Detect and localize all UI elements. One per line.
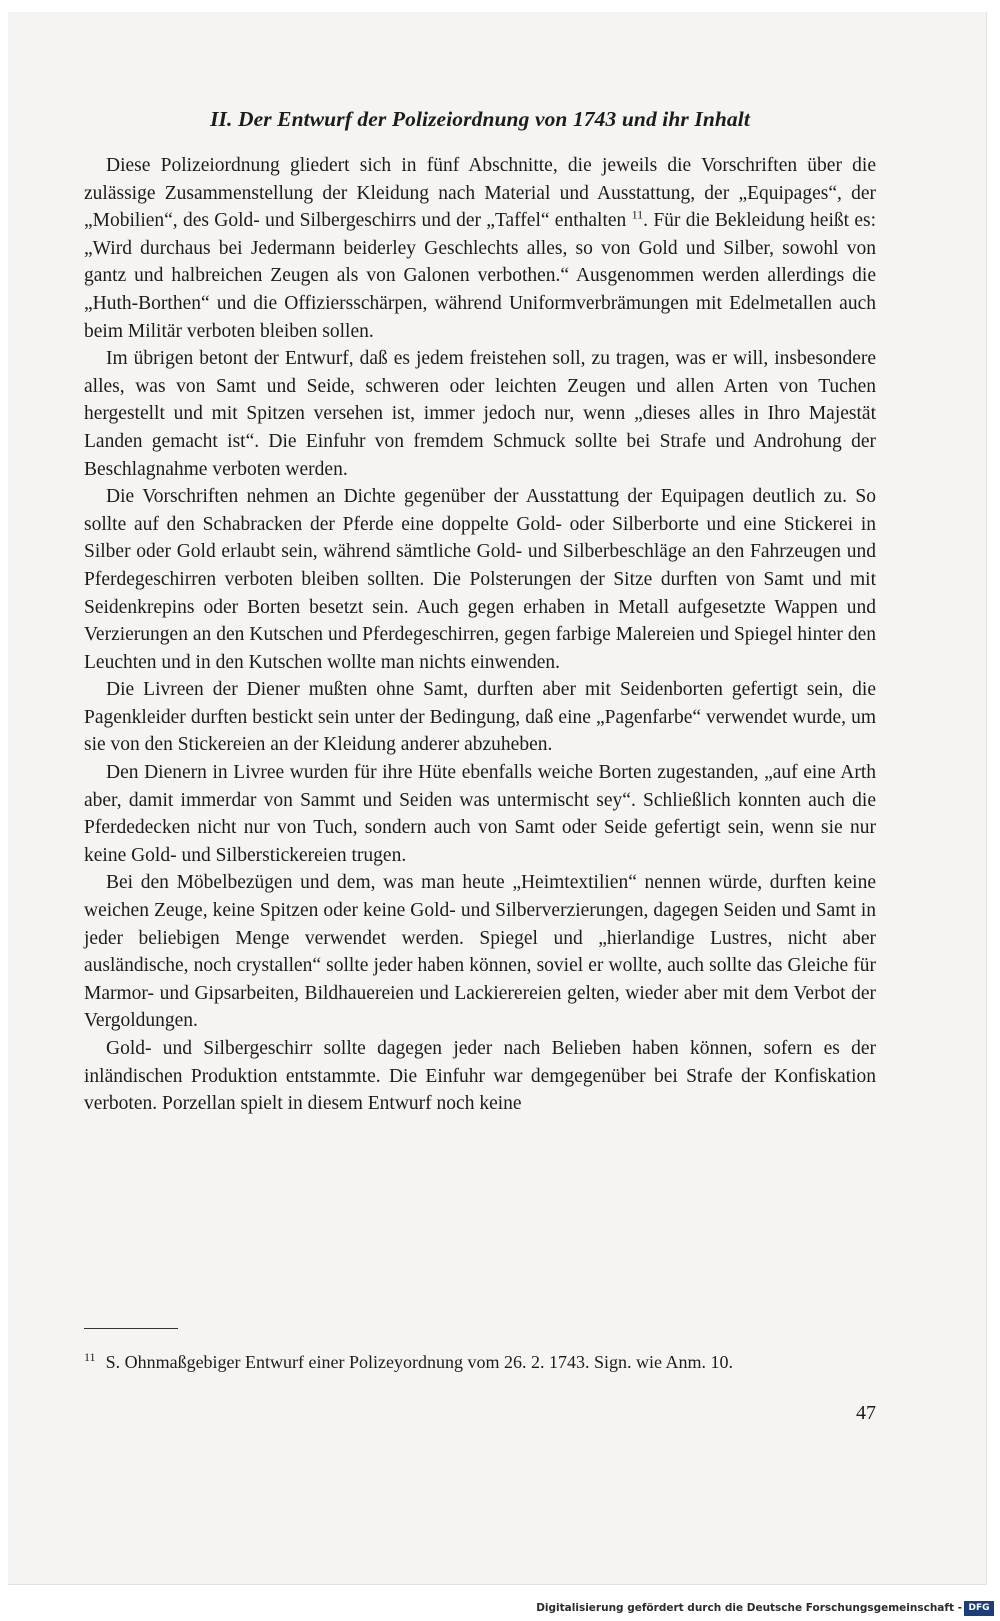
body-text (84, 152, 876, 1118)
page-number: 47 (856, 1402, 876, 1424)
footnote (84, 1350, 876, 1374)
footnote-number: 11 (84, 1350, 96, 1364)
paragraph (84, 152, 876, 345)
section-heading: II. Der Entwurf der Polizeiordnung von 1743 und ihr Inhalt (210, 107, 750, 131)
paragraph: Im übrigen betont der Entwurf, daß es jedem freistehen soll, zu tragen, was er will, insbesondere alles, was von Samt und Seide, schweren oder leichten Zeugen und allen Arten von Tuchen hergestellt und mit Spitzen versehen ist, immer jedoch nur, wenn „dieses alles in Ihro Majestät Landen gemacht ist“. Die Einfuhr von fremdem Schmuck sollte bei Strafe und Androhung der Beschlagnahme verboten werden. (84, 348, 876, 480)
paragraph: Den Dienern in Livree wurden für ihre Hüte ebenfalls weiche Borten zugestanden, „auf eine Arth aber, damit immerdar von Sammt und Seiden was untermischt sey“. Schließlich konnten auch die Pferdedecken nicht nur von Tuch, sondern auch von Samt oder Seide gefertigt sein, wenn sie nur keine Gold- und Silberstickereien trugen. (84, 762, 876, 866)
footnote-divider (84, 1328, 178, 1329)
digitization-credit: Digitalisierung gefördert durch die Deutsche Forschungsgemeinschaft - (536, 1602, 962, 1614)
main-text (84, 107, 876, 1118)
paragraph-text: . Für die Bekleidung heißt es: „Wird durchaus bei Jedermann beiderley Geschlechts alles, so von Gold und Silber, sowohl von gantz und halbreichen Zeugen als von Galonen verbothen.“ Ausgenommen werden allerdings die „Huth-Borthen“ und die Offiziersschärpen, während Uniformverbrämungen mit Edelmetallen auch beim Militär verboten bleiben sollen. (84, 210, 876, 342)
paragraph: Bei den Möbelbezügen und dem, was man heute „Heimtextilien“ nennen würde, durften keine weichen Zeuge, keine Spitzen oder keine Gold- und Silberverzierungen, dagegen Seiden und Samt in jeder beliebigen Menge verwendet werden. Spiegel und „hierlandige Lustres, nicht aber ausländische, noch crystallen“ sollte jeder haben können, soviel er wollte, auch sollte das Gleiche für Marmor- und Gipsarbeiten, Bildhauereien und Lackierereien gelten, wieder aber mit dem Verbot der Vergoldungen. (84, 872, 876, 1032)
paragraph: Die Livreen der Diener mußten ohne Samt, durften aber mit Seidenborten gefertigt sein, die Pagenkleider durften bestickt sein unter der Bedingung, daß eine „Pagenfarbe“ verwendet wurde, um sie von den Stickereien an der Kleidung anderer abzuheben. (84, 679, 876, 756)
dfg-logo-icon: DFG (964, 1601, 994, 1616)
paragraph: Gold- und Silbergeschirr sollte dagegen jeder nach Belieben haben können, sofern es der inländischen Produktion entstammte. Die Einfuhr war demgegenüber bei Strafe der Konfiskation verboten. Porzellan spielt in diesem Entwurf noch keine (84, 1038, 876, 1115)
footnote-text: S. Ohnmaßgebiger Entwurf einer Polizeyordnung vom 26. 2. 1743. Sign. wie Anm. 10. (105, 1352, 733, 1372)
paragraph-text: Diese Polizeiordnung gliedert sich in fünf Abschnitte, die jeweils die Vorschriften über die zulässige Zusammenstellung der Kleidung nach Material und Ausstattung, der „Equipages“, der „Mobilien“, des Gold- und Silbergeschirrs und der „Taffel“ enthalten (84, 155, 876, 232)
footnote-reference[interactable]: 11 (631, 207, 644, 222)
paragraph: Die Vorschriften nehmen an Dichte gegenüber der Ausstattung der Equipagen deutlich zu. So sollte auf den Schabracken der Pferde eine doppelte Gold- oder Silberborte und eine Stickerei in Silber oder Gold erlaubt sein, während sämtliche Gold- und Silberbeschläge an den Fahrzeugen und Pferdegeschirren verboten bleiben sollten. Die Polsterungen der Sitze durften von Samt und mit Seidenkrepins oder Borten besetzt sein. Auch gegen erhaben in Metall aufgesetzte Wappen und Verzierungen an den Kutschen und Pferdegeschirren, gegen farbige Malereien und Spiegel hinter den Leuchten und in den Kutschen wollte man nichts einwenden. (84, 486, 876, 673)
